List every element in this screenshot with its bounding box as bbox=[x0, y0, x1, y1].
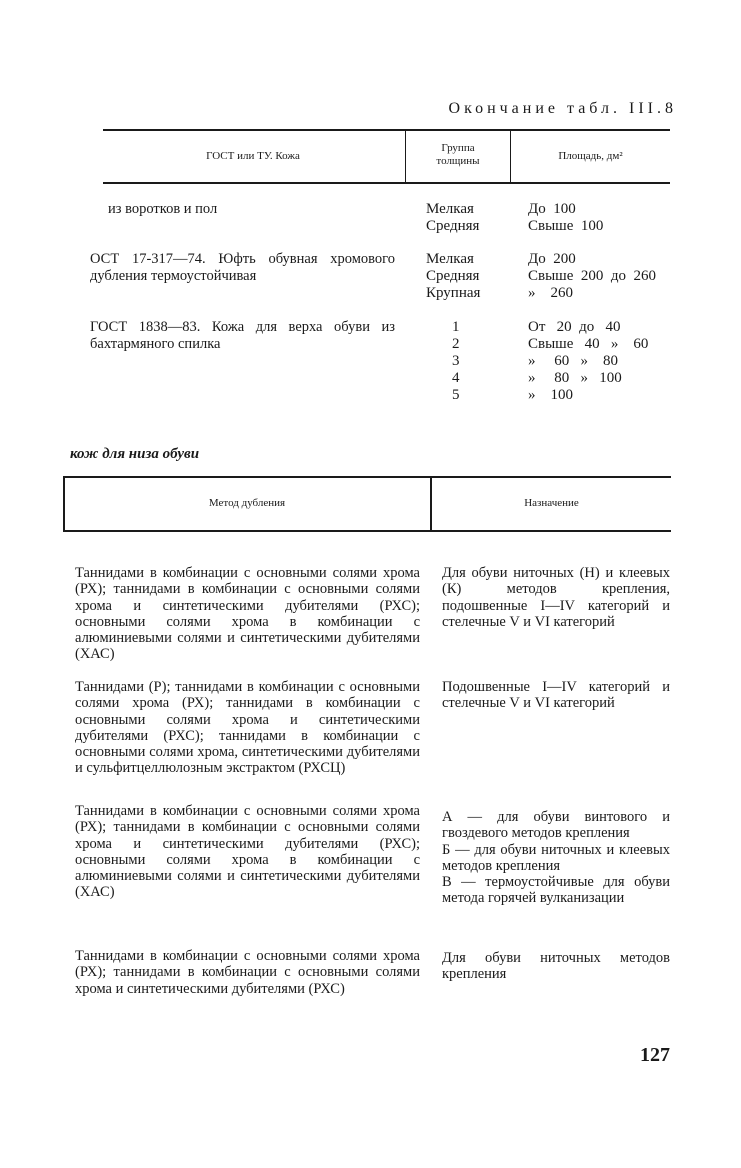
table2-row2-purpose: Подошвенные I—IV категорий и стелечные V и VI категорий bbox=[442, 679, 670, 712]
table2-row3-purpose: А — для обуви винтового и гвоздевого методов крепления Б — для обуви ниточных и клеевых методов крепления В — термоустойчивые для обуви метода горячей вулканизации bbox=[442, 809, 670, 907]
table1-row2-groups: Мелкая Средняя Крупная bbox=[426, 251, 481, 301]
table1-header-gost: ГОСТ или ТУ. Кожа bbox=[206, 150, 300, 162]
table2-header-method: Метод дубления bbox=[208, 497, 286, 509]
page-number: 127 bbox=[640, 1044, 670, 1066]
table1-row1-areas: До 100 Свыше 100 bbox=[528, 201, 604, 234]
table1-row1-gost: из воротков и пол bbox=[108, 201, 218, 217]
table2-header-rule bbox=[63, 530, 671, 532]
table2-row3-method: Таннидами в комбинации с основными солями хрома (РХ); таннидами в комбинации с основными солями хрома и синтетическими дубителями (РХС); основными солями хрома в комбинации с алюминиевыми солями и синтетическими дубителями (ХАС) bbox=[75, 803, 420, 901]
table1-row3-gost: ГОСТ 1838—83. Кожа для верха обуви из бахтармяного спилка bbox=[90, 319, 395, 352]
table2-header-purpose: Назначение bbox=[524, 497, 579, 509]
table1-header-group: Группа толщины bbox=[436, 142, 480, 167]
table2-row1-method: Таннидами в комбинации с основными солями хрома (РХ); таннидами в комбинации с основными солями хрома и синтетическими дубителями (РХС); основными солями хрома в комбинации с алюминиевыми солями и синтетическими дубителями (ХАС) bbox=[75, 565, 420, 663]
table1-row1-groups: Мелкая Средняя bbox=[426, 201, 480, 234]
table2-row2-method: Таннидами (Р); таннидами в комбинации с основными солями хрома (РХ); таннидами в комбинации с основными солями хрома и синтетическими дубителями (РХС); таннидами в комбинации с основными солями хрома, синтетическими дубителями и сульфитцеллюлозным экстрактом (РХСЦ) bbox=[75, 679, 420, 777]
table2-top-rule bbox=[63, 476, 671, 478]
table1-top-rule bbox=[103, 129, 670, 131]
table1-header-area: Площадь, дм² bbox=[558, 150, 623, 162]
table1-row2-gost: ОСТ 17-317—74. Юфть обувная хромового дубления термоустойчивая bbox=[90, 251, 395, 284]
table1-row2-areas: До 200 Свыше 200 до 260 » 260 bbox=[528, 251, 657, 301]
continuation-caption: Окончание табл. III.8 bbox=[448, 100, 677, 117]
table2-row1-purpose: Для обуви ниточных (Н) и клеевых (К) методов крепления, подошвенные I—IV категорий и стелечные V и VI категорий bbox=[442, 565, 670, 630]
table1-row3-groups: 1 2 3 4 5 bbox=[452, 319, 460, 403]
table1-header-rule bbox=[103, 182, 670, 184]
table2-row4-method: Таннидами в комбинации с основными солями хрома (РХ); таннидами в комбинации с основными солями хрома и синтетическими дубителями (РХС) bbox=[75, 948, 420, 997]
table2-row4-purpose: Для обуви ниточных методов крепления bbox=[442, 950, 670, 983]
table1-row3-areas: От 20 до 40 Свыше 40 » 60 » 60 » 80 » 80 » 100 » 100 bbox=[528, 319, 649, 403]
section-title: кож для низа обуви bbox=[70, 446, 200, 462]
